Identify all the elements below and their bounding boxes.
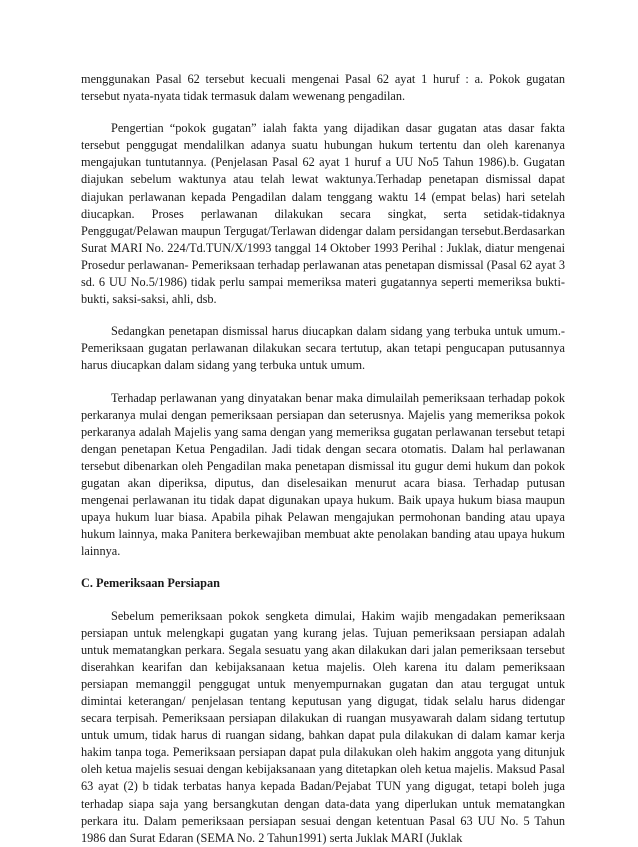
paragraph-3: Sedangkan penetapan dismissal harus diucapkan dalam sidang yang terbuka untuk umum.- Pemeriksaan gugatan perlawanan dilakukan secara tertutup, akan tetapi pengucapan putusannya harus diucapkan dalam sidang yang terbuka untuk umum.: [81, 324, 565, 373]
paragraph-gap: [81, 593, 565, 608]
paragraph-gap: [81, 560, 565, 575]
paragraph-1: menggunakan Pasal 62 tersebut kecuali mengenai Pasal 62 ayat 1 huruf : a. Pokok gugatan tersebut nyata-nyata tidak termasuk dalam wewenang pengadilan.: [81, 72, 565, 104]
document-page: [81, 71, 565, 847]
paragraph-gap: [81, 308, 565, 323]
section-heading: C. Pemeriksaan Persiapan: [81, 576, 221, 591]
paragraph-5: Sebelum pemeriksaan pokok sengketa dimulai, Hakim wajib mengadakan pemeriksaan persiapan untuk melengkapi gugatan yang kurang jelas. Tujuan pemeriksaan persiapan adalah untuk mematangkan perkara. Segala sesuatu yang akan dilakukan dari jalan pemeriksaan tersebut diserahkan kearifan dan kebijaksanaan ketua majelis. Oleh karena itu dalam pemeriksaan persiapan memanggil penggugat untuk menyempurnakan gugatan dan atau tergugat untuk dimintai keterangan/ penjelasan tentang keputusan yang digugat, tidak selalu harus didengar secara terpisah. Pemeriksaan persiapan dilakukan di ruangan musyawarah dalam sidang tertutup untuk umum, tidak harus di ruangan sidang, bahkan dapat pula dilakukan di dalam kamar kerja hakim tanpa toga. Pemeriksaan persiapan dapat pula dilakukan oleh hakim anggota yang ditunjuk oleh ketua majelis sesuai dengan kebijaksanaan yang ditetapkan oleh ketua majelis. Maksud Pasal 63 ayat (2) b tidak terbatas hanya kepada Badan/Pejabat TUN yang digugat, tetapi boleh juga terhadap siapa saja yang bersangkutan dengan data-data yang diperlukan untuk mematangkan perkara itu. Dalam pemeriksaan persiapan sesuai dengan ketentuan Pasal 63 UU No. 5 Tahun 1986 dan Surat Edaran (SEMA No. 2 Tahun1991) serta Juklak MARI (Juklak: [81, 608, 565, 845]
paragraph-gap: [81, 375, 565, 390]
paragraph-4: Terhadap perlawanan yang dinyatakan benar maka dimulailah pemeriksaan terhadap pokok perkaranya mulai dengan pemeriksaan persiapan dan seterusnya. Majelis yang memeriksa pokok perkaranya adalah Majelis yang sama dengan yang memeriksa gugatan perlawanan tersebut tetapi dengan penetapan Ketua Pengadilan. Jadi tidak dengan secara otomatis. Dalam hal perlawanan tersebut dibenarkan oleh Pengadilan maka penetapan dismissal itu gugur demi hukum dan pokok gugatan akan diperiksa, diputus, dan diselesaikan menurut acara biasa. Terhadap putusan mengenai perlawanan itu tidak dapat digunakan upaya hukum. Baik upaya hukum biasa maupun upaya hukum luar biasa. Apabila pihak Pelawan mengajukan permohonan banding atau upaya hukum lainnya, maka Panitera berkewajiban membuat akte penolakan banding atau upaya hukum lainnya.: [81, 390, 565, 559]
paragraph-gap: [81, 105, 565, 120]
paragraph-2: Pengertian “pokok gugatan” ialah fakta yang dijadikan dasar gugatan atas dasar fakta tersebut penggugat mendalilkan adanya suatu hubungan hukum tertentu dan oleh karenanya mengajukan tuntutannya. (Penjelasan Pasal 62 ayat 1 huruf a UU No5 Tahun 1986).b. Gugatan diajukan sebelum waktunya atau telah lewat waktunya.Terhadap penetapan dismissal dapat diajukan perlawanan kepada Pengadilan dalam tenggang waktu 14 (empat belas) hari setelah diucapkan. Proses perlawanan dilakukan secara singkat, serta setidak-tidaknya Penggugat/Pelawan maupun Tergugat/Terlawan didengar dalam persidangan tersebut.Berdasarkan Surat MARI No. 224/Td.TUN/X/1993 tanggal 14 Oktober 1993 Perihal : Juklak, diatur mengenai Prosedur perlawanan- Pemeriksaan terhadap perlawanan atas penetapan dismissal (Pasal 62 ayat 3 sd. 6 UU No.5/1986) tidak perlu sampai memeriksa materi gugatannya seperti memeriksa bukti-bukti, saksi-saksi, ahli, dsb.: [81, 121, 565, 307]
